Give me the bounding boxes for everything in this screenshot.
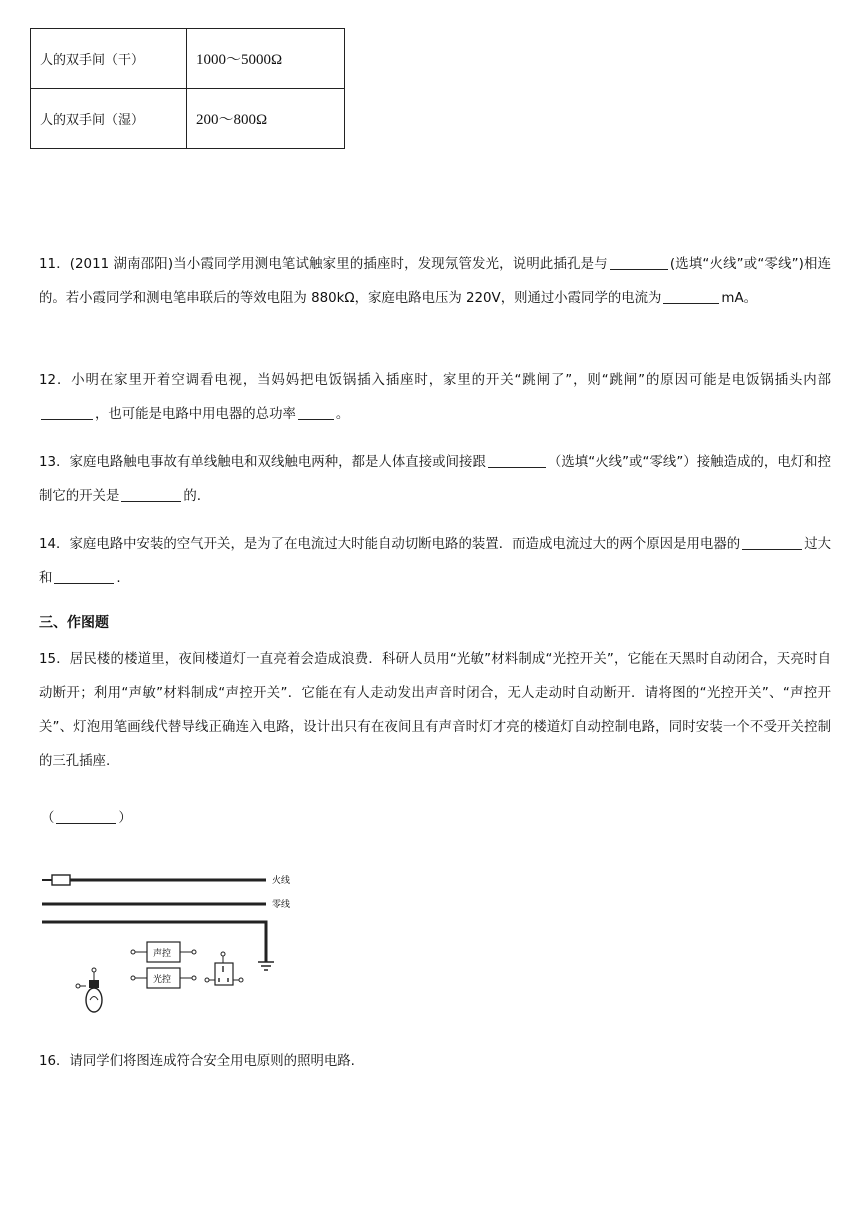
question-14 xyxy=(39,528,831,596)
socket-icon xyxy=(205,952,243,985)
resistance-table xyxy=(30,28,345,149)
neutral-wire-label: 零线 xyxy=(272,900,291,910)
q14-text-2: 过大和 xyxy=(39,537,831,586)
answer-blank xyxy=(298,405,334,420)
circuit-diagram xyxy=(38,862,300,1022)
table-row xyxy=(31,29,345,89)
answer-blank xyxy=(610,255,668,270)
question-12 xyxy=(39,364,831,432)
section-heading: 三、作图题 xyxy=(39,615,109,631)
question-13 xyxy=(39,446,831,514)
bracket-close: ） xyxy=(118,811,132,826)
answer-blank xyxy=(488,453,546,468)
q14-text-1: 14．家庭电路中安装的空气开关，是为了在电流过大时能自动切断电路的装置．而造成电流过大的两个原因是用电器的 xyxy=(39,537,741,552)
light-switch-label: 光控 xyxy=(153,975,172,985)
q12-text-2: ，也可能是电路中用电器的总功率 xyxy=(95,407,296,422)
question-16: 16．请同学们将图连成符合安全用电原则的照明电路. xyxy=(39,1054,355,1069)
table-row xyxy=(31,89,345,149)
sound-switch-label: 声控 xyxy=(153,949,172,959)
answer-blank xyxy=(54,569,114,584)
question-15: 15．居民楼的楼道里，夜间楼道灯一直亮着会造成浪费．科研人员用“光敏”材料制成“光控开关”，它能在天黑时自动闭合，天亮时自动断开；利用“声敏”材料制成“声控开关”．它能在有人走动发出声音时闭合，无人走动时自动断开．请将图的“光控开关”、“声控开关”、灯泡用笔画线代替导线正确连入电路，设计出只有在夜间且有声音时灯才亮的楼道灯自动控制电路，同时安装一个不受开关控制的三孔插座. xyxy=(39,652,831,769)
table-cell-value: 1000～5000Ω xyxy=(187,29,345,89)
answer-bracket xyxy=(41,807,132,826)
answer-blank xyxy=(56,809,116,824)
answer-blank xyxy=(121,487,181,502)
answer-blank xyxy=(742,535,802,550)
q13-text-3: 的. xyxy=(183,489,201,504)
fuse-icon xyxy=(52,875,70,885)
q12-text-1: 12．小明在家里开着空调看电视，当妈妈把电饭锅插入插座时，家里的开关“跳闸了”，则“跳闸”的原因可能是电饭锅插头内部 xyxy=(39,373,831,388)
q13-text-1: 13．家庭电路触电事故有单线触电和双线触电两种，都是人体直接或间接跟 xyxy=(39,455,486,470)
question-11 xyxy=(39,248,831,316)
q13-text-2: （选填“火线”或“零线”）接触造成的，电灯和控制它的开关是 xyxy=(39,455,831,504)
light-bulb-icon xyxy=(76,968,102,1012)
q14-text-3: . xyxy=(116,571,121,586)
table-cell-value: 200～800Ω xyxy=(187,89,345,149)
answer-blank xyxy=(663,289,719,304)
q11-text-3: mA。 xyxy=(721,291,758,306)
ground-icon xyxy=(258,962,274,970)
bracket-open: （ xyxy=(41,811,55,826)
live-wire-label: 火线 xyxy=(272,876,291,886)
q12-text-3: 。 xyxy=(335,407,350,422)
answer-blank xyxy=(41,405,93,420)
q11-text-1: 11．(2011 湖南邵阳)当小霞同学用测电笔试触家里的插座时，发现氖管发光，说明此插孔是与 xyxy=(39,257,608,272)
table-cell-label: 人的双手间（湿） xyxy=(31,89,187,149)
table-cell-label: 人的双手间（干） xyxy=(31,29,187,89)
q11-text-2: (选填“火线”或“零线”)相连的。若小霞同学和测电笔串联后的等效电阻为 880kΩ，家庭电路电压为 220V，则通过小霞同学的电流为 xyxy=(39,257,831,306)
